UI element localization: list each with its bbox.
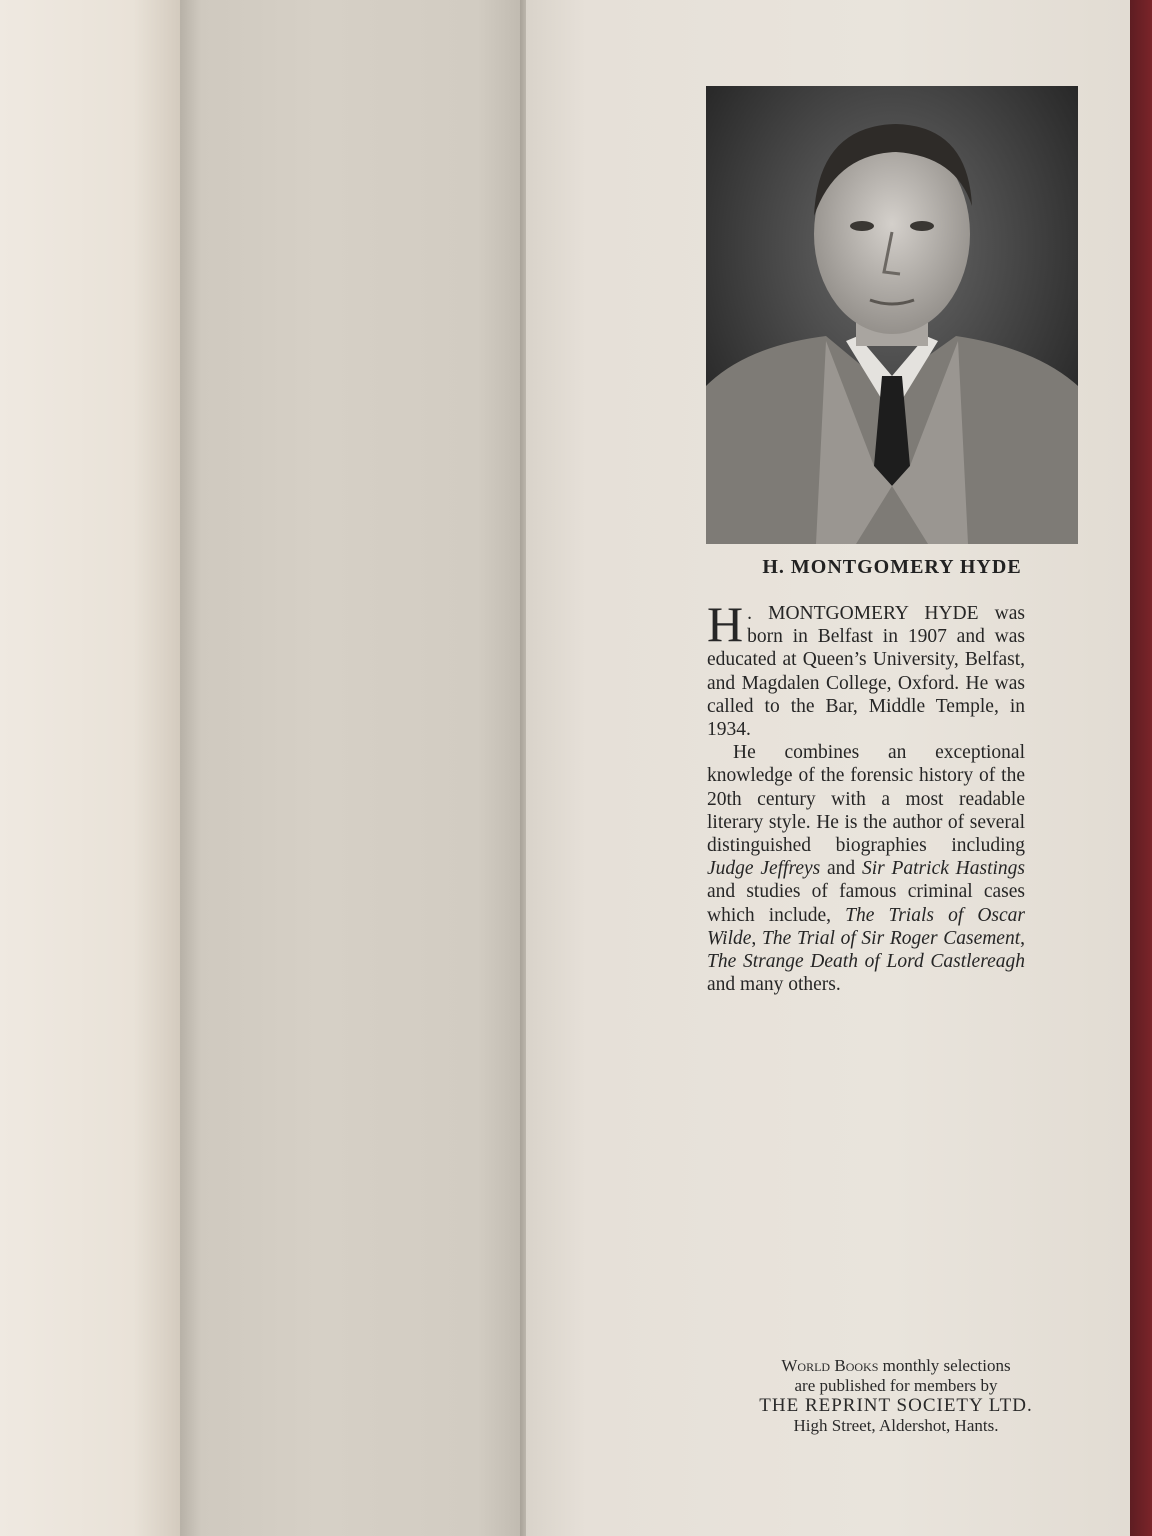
- bio-paragraph-2: He combines an exceptional knowledge of the forensic history of the 20th century with a most readable literary style. He is the author of several distinguished biographies including Judge Jeffreys and Sir Patrick Hastings and studies of famous criminal cases which include, The Trials of Oscar Wilde, The Trial of Sir Roger Casement, The Strange Death of Lord Castlereagh and many others.: [707, 742, 1026, 996]
- book-title: The Trials of Oscar Wilde: [707, 904, 1025, 949]
- imprint-line-2: are published for members by: [794, 1376, 998, 1395]
- bio-paragraph-1: H . MONTGOMERY HYDE was born in Belfast in 1907 and was educated at Queen’s University, Belfast, and Magdalen College, Oxford. He was called to the Bar, Middle Temple, in 1934.: [707, 596, 1025, 741]
- book-title: Judge Jeffreys: [707, 858, 821, 880]
- publisher-imprint: [696, 1356, 1096, 1436]
- publisher-name: THE REPRINT SOCIETY LTD.: [759, 1395, 1033, 1416]
- book-cover-edge: [1130, 0, 1152, 1536]
- publisher-address: High Street, Aldershot, Hants.: [793, 1416, 999, 1435]
- author-name-caption: H. MONTGOMERY HYDE: [762, 556, 1022, 578]
- book-title: The Trial of Sir Roger Casement: [762, 927, 1021, 949]
- author-biography: [707, 596, 1026, 996]
- jacket-flap: [180, 0, 530, 1536]
- drop-cap: H: [707, 596, 744, 652]
- author-photo: [706, 86, 1078, 544]
- left-page: [0, 0, 190, 1536]
- imprint-line-1: World Books monthly selections: [781, 1356, 1011, 1375]
- book-title: Sir Patrick Hastings: [861, 858, 1025, 880]
- book-title: The Strange Death of Lord Castlereagh: [707, 951, 1025, 973]
